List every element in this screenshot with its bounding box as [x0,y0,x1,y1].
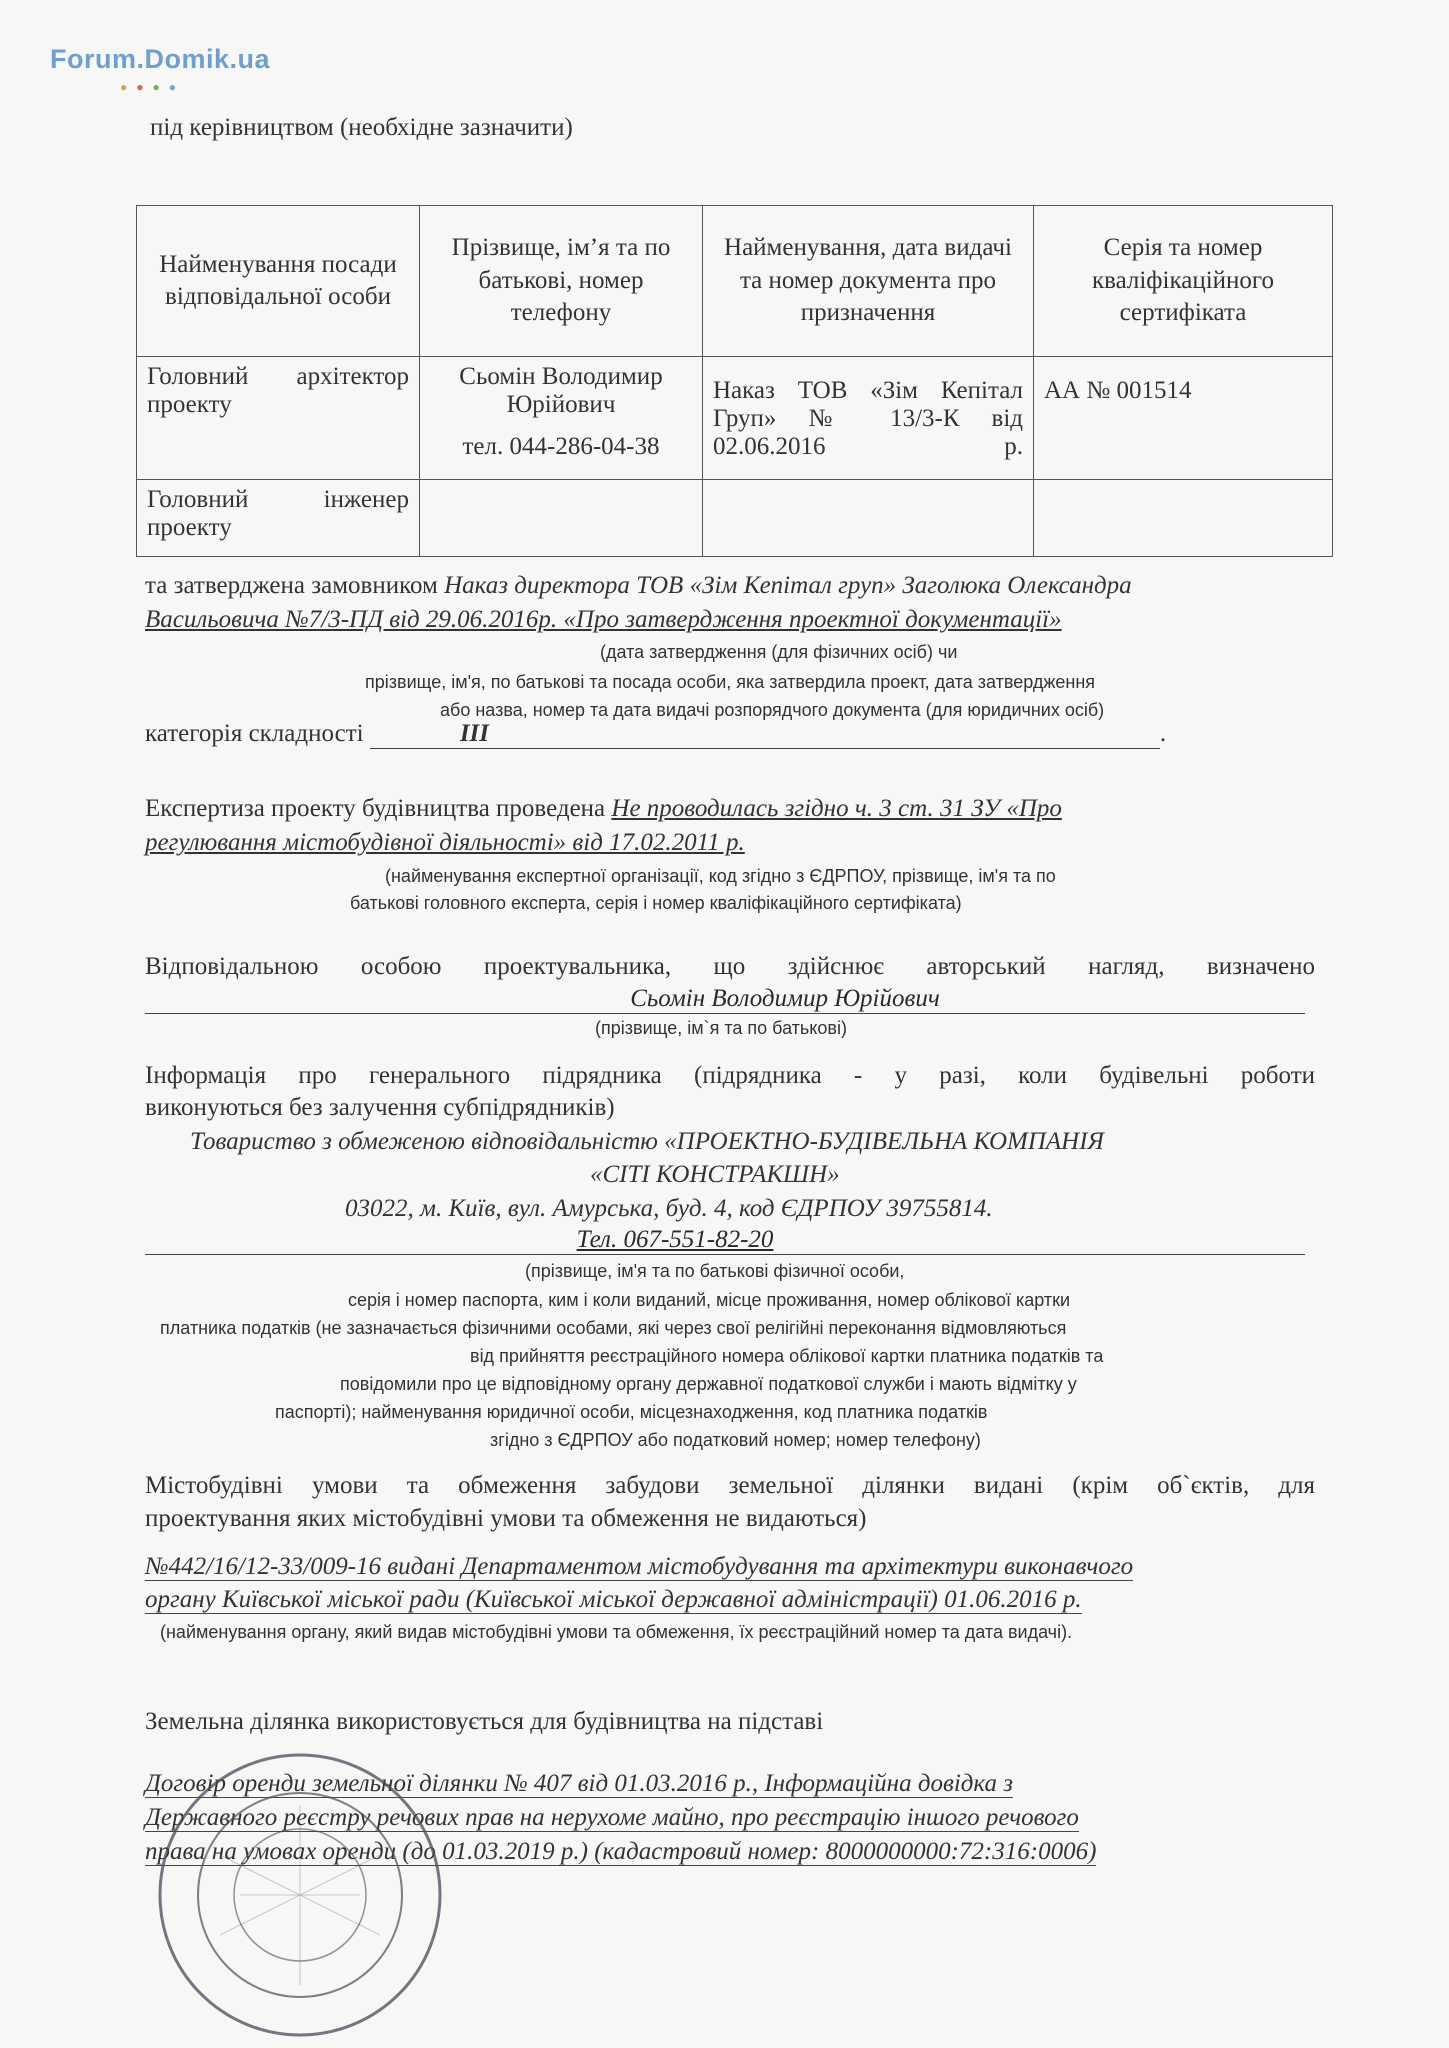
contractor-note-6: паспорті); найменування юридичної особи, місцезнаходження, код платника податків [275,1402,988,1422]
expertise-note-1: (найменування експертної організації, код згідно з ЄДРПОУ, прізвище, ім'я та по [385,866,1056,886]
person-phone: тел. 044-286-04-38 [462,433,660,460]
land-value-3: права на умовах оренди (до 01.03.2019 р.) (кадастровий номер: 8000000000:72:316:0006) [145,1838,1097,1865]
supervision-note: (прізвище, ім`я та по батькові) [595,1018,847,1038]
complexity-line: категорія складності III . [145,720,1167,747]
contractor-note-1: (прізвище, ім'я та по батькові фізичної особи, [525,1261,905,1281]
cell-document: Наказ ТОВ «Зім Кепітал Груп» № 13/3-К від 02.06.2016 р. [703,357,1034,480]
supervision-line: Відповідальною особою проектувальника, що здійснює авторський нагляд, визначено [145,953,1315,980]
cell-name [420,480,703,557]
contractor-name-2: «СІТІ КОНСТРАКШН» [590,1161,840,1188]
approval-note-2: прізвище, ім'я, по батькові та посада особи, яка затвердила проект, дата затвердження [365,672,1096,692]
table-row [137,480,1333,557]
cell-certificate [1034,480,1333,557]
contractor-line-1: Інформація про генерального підрядника (підрядника - у разі, коли будівельні роботи [145,1062,1315,1089]
header-position: Найменування посади відповідальної особи [137,206,420,357]
approval-note-1: (дата затвердження (для фізичних осіб) чи [600,642,958,662]
cell-name [420,357,703,480]
contractor-phone: Тел. 067-551-82-20 [576,1226,774,1253]
company-seal-icon [150,1745,450,2045]
urban-note: (найменування органу, який видав містобудівні умови та обмеження, їх реєстраційний номер та дата видачі). [160,1622,1073,1642]
contractor-phone-line [145,1226,1305,1255]
responsible-persons-table [136,205,1333,557]
cell-document [703,480,1034,557]
complexity-value: III [459,720,490,747]
approval-note-3: або назва, номер та дата видачі розпорядчого документа (для юридичних осіб) [440,700,1105,720]
contractor-note-5: повідомили про це відповідному органу державної податкової служби і мають відмітку у [340,1374,1077,1394]
supervision-name-line [145,985,1305,1014]
supervision-name: Сьомін Володимир Юрійович [630,985,940,1012]
urban-line-2: проектування яких містобудівні умови та обмеження не видаються) [145,1505,867,1532]
intro-text: під керівництвом (необхідне зазначити) [150,114,573,141]
header-name: Прізвище, ім’я та по батькові, номер телефону [420,206,703,357]
header-document: Найменування, дата видачі та номер документа про призначення [703,206,1034,357]
land-value-1: Договір оренди земельної ділянки № 407 від 01.03.2016 р., Інформаційна довідка з [145,1770,1013,1797]
contractor-address: 03022, м. Київ, вул. Амурська, буд. 4, код ЄДРПОУ 39755814. [345,1195,993,1222]
land-value-2: Державного реєстру речових прав на нерухоме майно, про реєстрацію іншого речового [145,1804,1079,1831]
contractor-note-3: платника податків (не зазначається фізичними особами, які через свої релігійні переконання відмовляються [160,1318,1067,1338]
expertise-note-2: батькові головного експерта, серія і номер кваліфікаційного сертифіката) [350,893,962,913]
contractor-note-7: згідно з ЄДРПОУ або податковий номер; номер телефону) [490,1430,981,1450]
header-certificate: Серія та номер кваліфікаційного сертифіката [1034,206,1333,357]
cell-position: Головний архітектор проекту [137,357,420,480]
contractor-note-4: від прийняття реєстраційного номера облікової картки платника податків та [470,1346,1104,1366]
land-line: Земельна ділянка використовується для будівництва на підставі [145,1708,824,1735]
site-watermark[interactable]: Forum.Domik.ua [50,44,271,74]
urban-line-1: Містобудівні умови та обмеження забудови земельної ділянки видані (крім об`єктів, для [145,1472,1315,1499]
cell-certificate: АА № 001514 [1034,357,1333,480]
table-row [137,357,1333,480]
approval-line-1: та затверджена замовником Наказ директора ТОВ «Зім Кепітал груп» Заголюка Олександра [145,572,1132,599]
urban-value-1: №442/16/12-33/009-16 видані Департаментом містобудування та архітектури виконавчого [145,1553,1134,1580]
person-name: Сьомін Володимир Юрійович [459,363,663,418]
expertise-line-2: регулювання містобудівної діяльності» від 17.02.2011 р. [145,829,745,856]
urban-value-2: органу Київської міської ради (Київської міської державної адміністрації) 01.06.2016 р. [145,1586,1082,1613]
contractor-name-1: Товариство з обмеженою відповідальністю «ПРОЕКТНО-БУДІВЕЛЬНА КОМПАНІЯ [190,1128,1104,1155]
contractor-note-2: серія і номер паспорта, ким і коли виданий, місце проживання, номер облікової картки [348,1290,1071,1310]
expertise-line-1: Експертиза проекту будівництва проведена Не проводилась згідно ч. 3 ст. 31 ЗУ «Про [145,795,1062,822]
contractor-line-2: виконуються без залучення субпідрядників) [145,1094,615,1121]
cell-position: Головний інженер проекту [137,480,420,557]
approval-line-2: Васильовича №7/3-ПД від 29.06.2016р. «Про затвердження проектної документації» [145,606,1062,633]
watermark-dots: ● ● ● ● [120,80,176,94]
